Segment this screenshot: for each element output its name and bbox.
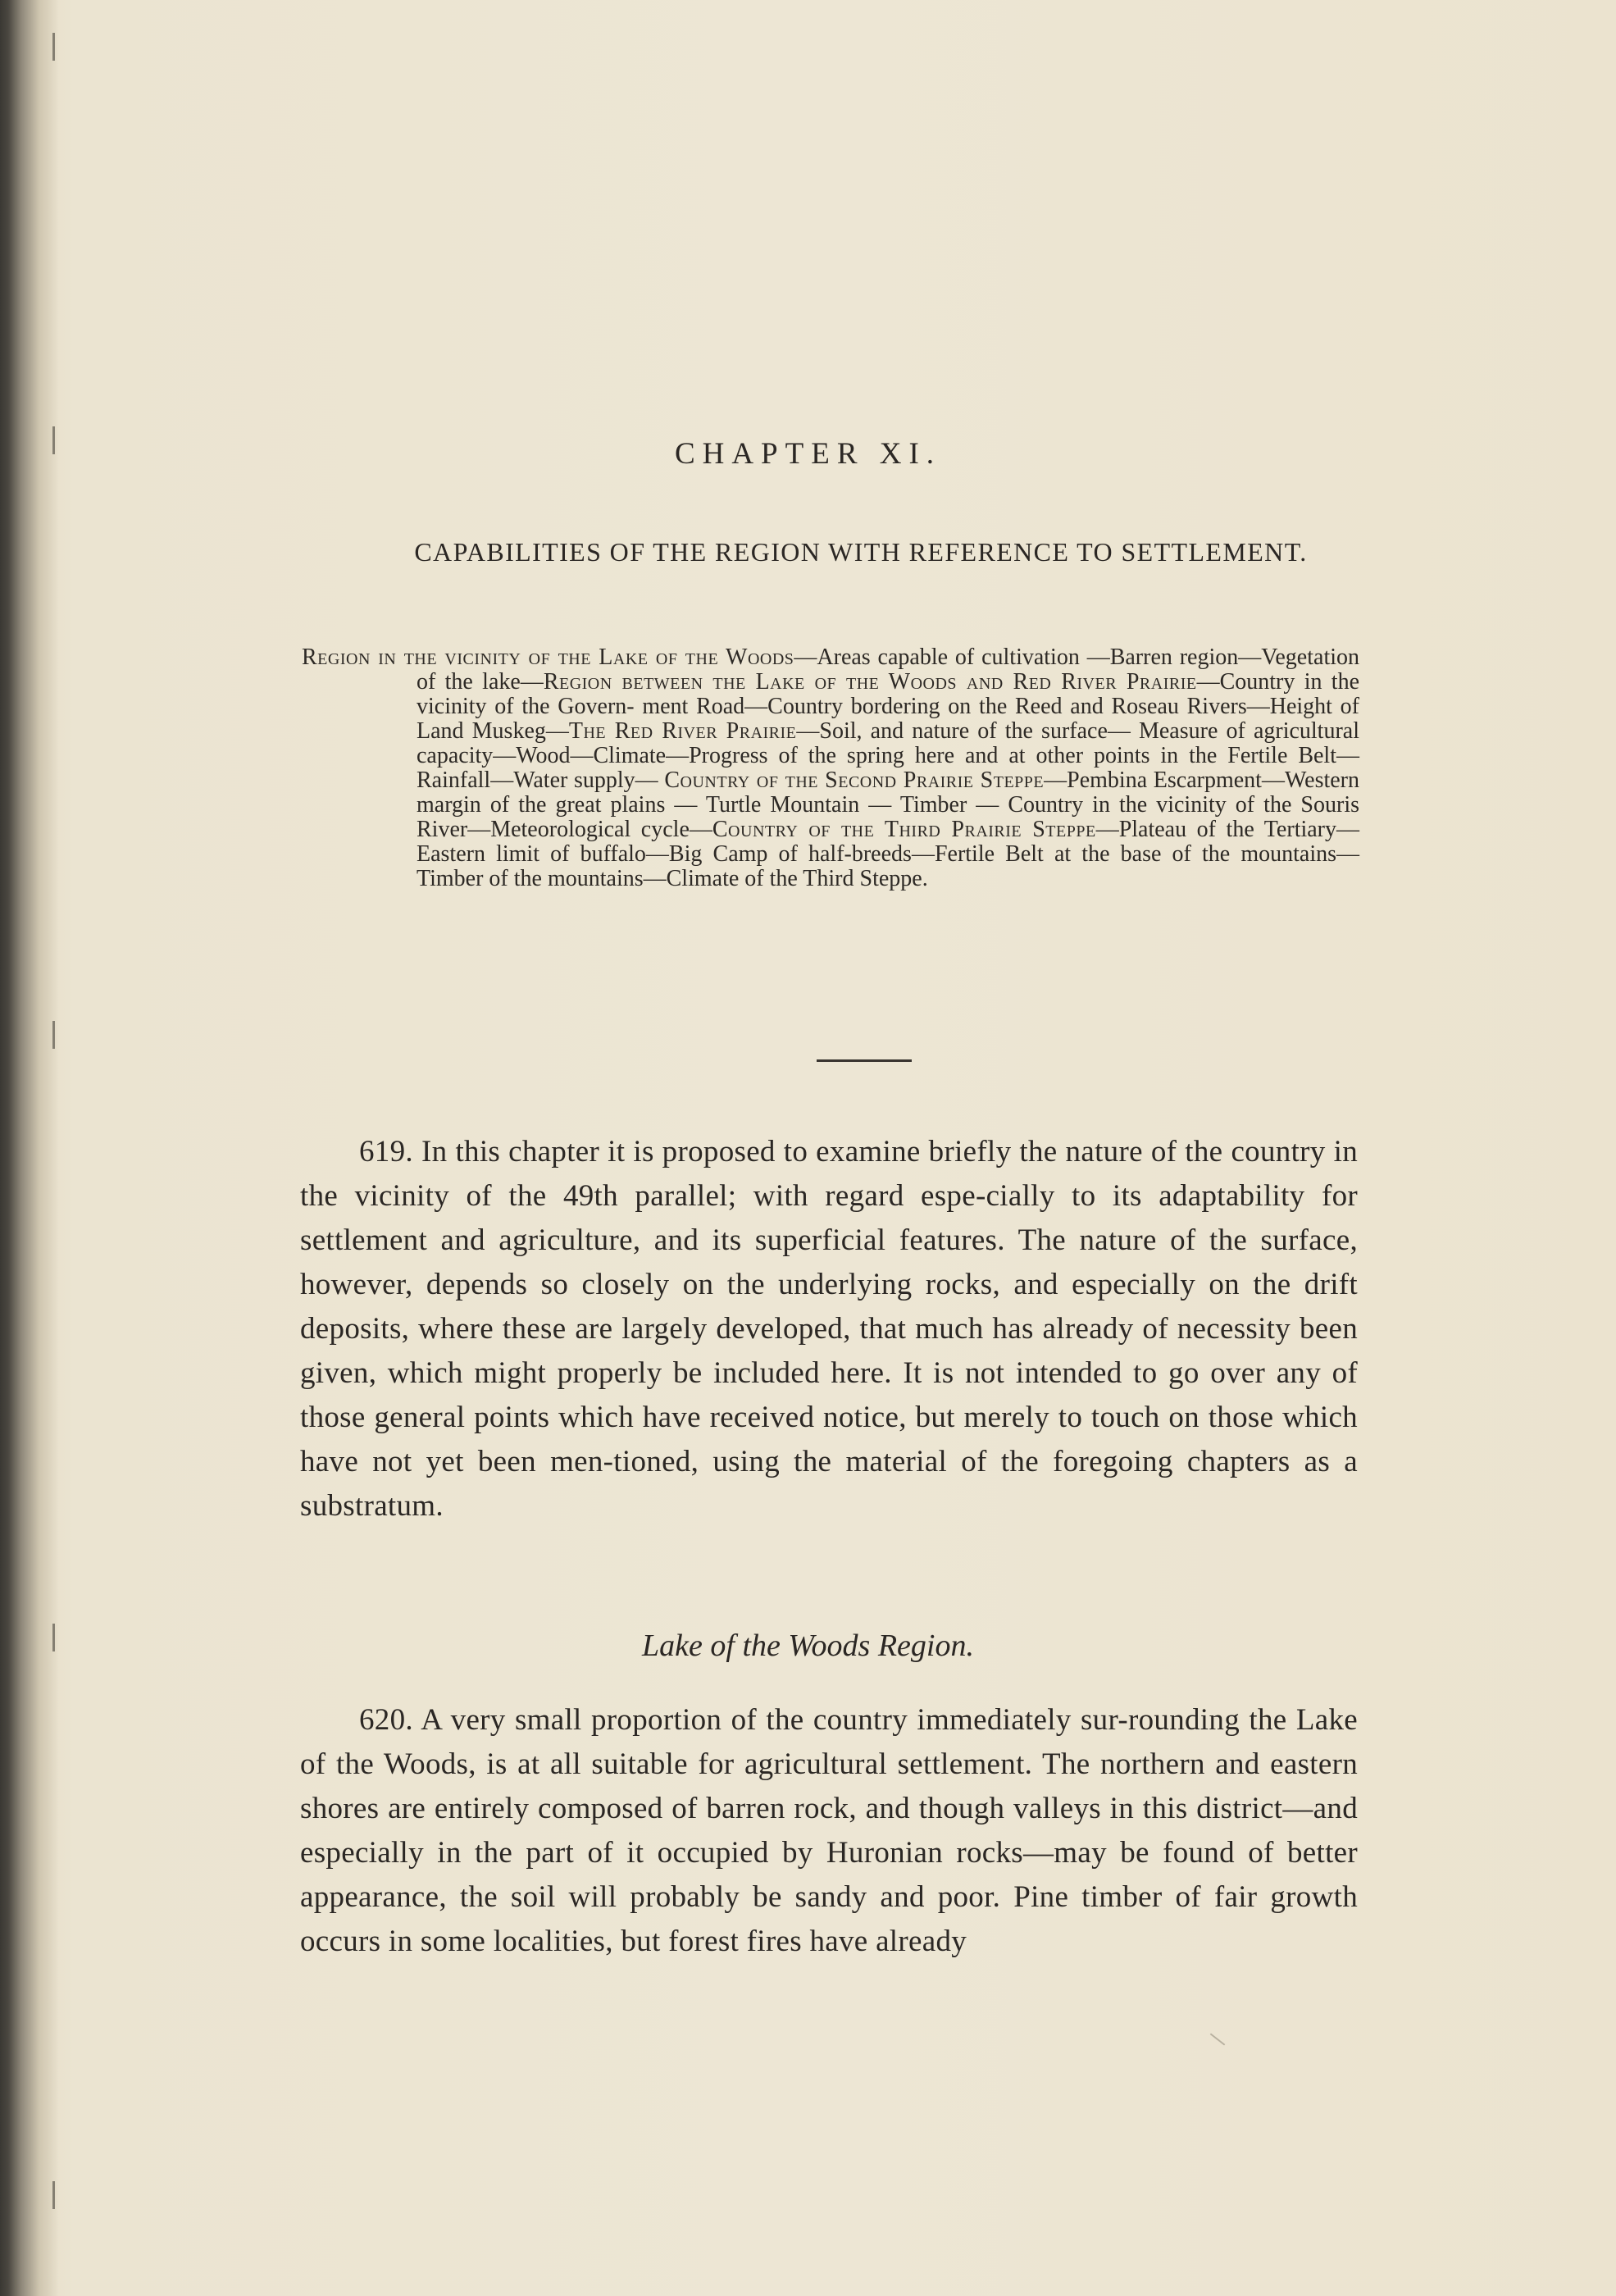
- paragraph-text: In this chapter it is proposed to examine briefly the nature of the country in the vicinity of the 49th parallel; with regard espe-cially to its adaptability for settlement and agriculture, and its superficial features. The nature of the surface, however, depends so closely on the underlying rocks, and especially on the drift deposits, where these are largely developed, that much has already of necessity been given, which might properly be included here. It is not intended to go over any of those general points which have received notice, but merely to touch on those which have not yet been men-tioned, using the material of the foregoing chapters as a substratum.: [300, 1135, 1358, 1523]
- chapter-synopsis: [302, 645, 1359, 891]
- paragraph-619: [300, 1130, 1358, 1528]
- binding-thread-mark: [52, 1021, 66, 1049]
- synopsis-topic: Country of the Second Prairie Steppe: [664, 768, 1045, 793]
- chapter-title: CHAPTER XI.: [674, 437, 942, 471]
- chapter-subtitle: CAPABILITIES OF THE REGION WITH REFERENCE TO SETTLEMENT.: [414, 537, 1308, 567]
- binding-thread-mark: [52, 2181, 66, 2209]
- synopsis-topic: Region between the Lake of the Woods and Red River Prairie: [543, 669, 1197, 695]
- synopsis-topic: The Red River Prairie: [568, 718, 797, 744]
- paragraph-number: 619.: [359, 1135, 413, 1168]
- paragraph-text: A very small proportion of the country immediately sur-rounding the Lake of the Woods, is at all suitable for agricultural settlement. The northern and eastern shores are entirely composed of barren rock, and though valleys in this district—and especially in the part of it occupied by Huronian rocks—may be found of better appearance, the soil will probably be sandy and poor. Pine timber of fair growth occurs in some localities, but forest fires have already: [300, 1703, 1358, 1958]
- paper-blemish: [1210, 2033, 1226, 2045]
- synopsis-topic: Country of the Third Prairie Steppe: [712, 817, 1096, 842]
- synopsis-subtopics: —Plateau of the Tertiary—Eastern limit of buffalo—Big Camp of half-breeds—Fertile Belt at the base of the mountains—Timber of the mountains—Climate of the Third Steppe.: [417, 817, 1359, 891]
- binding-thread-mark: [52, 33, 66, 61]
- synopsis-topic: Region in the vicinity of the Lake of the Woods: [302, 645, 794, 670]
- synopsis-subtopics: —Pembina Escarpment—Western margin of the great plains — Turtle Mountain — Timber — Country in the vicinity of the Souris River—Meteorological cycle—: [417, 768, 1359, 842]
- paragraph-620: [300, 1698, 1358, 1964]
- book-gutter-binding: [0, 0, 59, 2296]
- section-divider-rule: [817, 1059, 912, 1062]
- section-heading: Lake of the Woods Region.: [642, 1629, 974, 1663]
- synopsis-subtopics: —Areas capable of cultivation —Barren region—Vegetation of the lake—: [417, 645, 1359, 695]
- paragraph-number: 620.: [359, 1703, 413, 1737]
- synopsis-subtopics: —Country in the vicinity of the Govern- ment Road—Country bordering on the Reed and Roseau Rivers—Height of Land Muskeg—: [417, 669, 1360, 744]
- synopsis-text: [302, 645, 1359, 891]
- synopsis-subtopics: —Soil, and nature of the surface— Measure of agricultural capacity—Wood—Climate—Progress of the spring here and at other points in the Fertile Belt—Rainfall—Water supply—: [417, 718, 1359, 793]
